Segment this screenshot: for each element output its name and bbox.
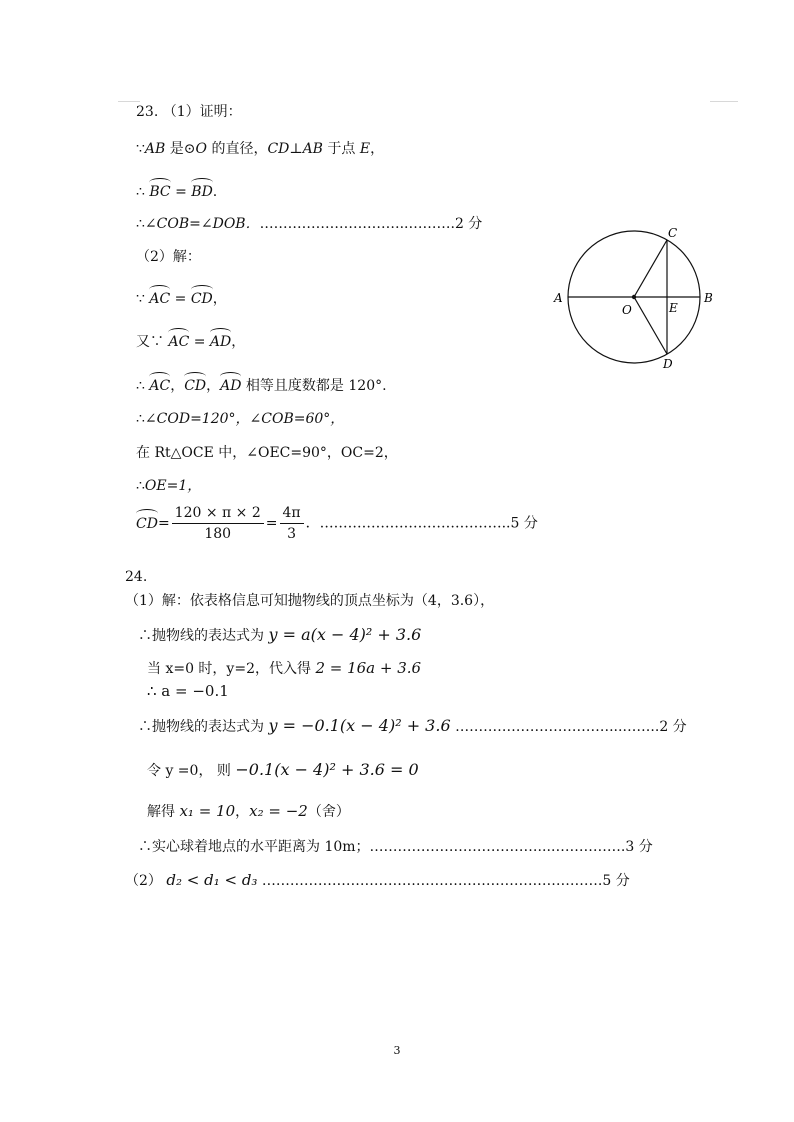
arc-ac: AC: [168, 330, 189, 351]
solution-x1: x₁ = 10: [179, 802, 236, 820]
arc-ac: AC: [149, 287, 170, 308]
q23-line-angles: [136, 215, 482, 233]
q23-part2-label: （2）解：: [136, 249, 201, 265]
arc-cd: CD: [136, 511, 158, 534]
punct: ，: [235, 804, 250, 820]
top-left-mark: [118, 101, 140, 102]
label-d: D: [663, 357, 673, 371]
segment-ab: AB: [144, 141, 166, 157]
score-5: ……………………………………………………………….5 分: [261, 873, 630, 889]
score-2: …………………………..……….2 分: [259, 216, 483, 232]
perp-symbol: ⊥: [289, 141, 303, 157]
segment-cd: CD: [267, 141, 290, 157]
text: 的直径，: [207, 141, 268, 157]
punct: ，: [370, 141, 385, 157]
q23-line-oe: [136, 477, 201, 495]
text: ∴抛物线的表达式为: [138, 719, 264, 735]
q23-line-cod-cob: [136, 410, 344, 428]
q23-header: [136, 103, 242, 121]
equals: =: [265, 515, 278, 532]
top-right-mark: [710, 101, 738, 102]
because-symbol: ∵: [150, 334, 164, 350]
q24-line-substitute: [147, 659, 421, 678]
q24-line-distance: [138, 838, 653, 856]
q23-line-arcs-ac-ad: [136, 330, 245, 351]
arc-bc: BC: [149, 180, 170, 201]
score-5: …………………………………..5 分: [319, 515, 538, 532]
q24-line-solutions: [147, 802, 350, 821]
fraction-result: [280, 503, 304, 544]
part-label: （2）: [125, 873, 162, 889]
rejected-note: （舍）: [307, 804, 350, 820]
punct: ，: [212, 291, 227, 307]
fraction-arc-formula: [172, 503, 264, 544]
because-symbol: ∵: [136, 291, 145, 307]
solution-x2: x₂ = −2: [249, 802, 308, 820]
numerator: 120 × π × 2: [172, 503, 264, 524]
q24-line-final-expression: [138, 716, 687, 737]
q24-number: 24.: [125, 569, 148, 585]
q24-line-expression: [138, 625, 421, 646]
point-o: O: [195, 141, 207, 157]
arc-ac: AC: [149, 374, 170, 395]
label-o: O: [622, 303, 632, 317]
formula-final: y = −0.1(x − 4)² + 3.6: [268, 716, 451, 735]
and-label: 又: [136, 334, 150, 350]
therefore-symbol: ∴: [136, 184, 145, 200]
q23-line-rt-triangle: 在 Rt△OCE 中，∠OEC=90°，OC=2，: [136, 445, 398, 461]
q23-line-equal-arcs: [136, 374, 387, 395]
q23-part1-label: （1）证明：: [162, 104, 242, 120]
arc-bd: BD: [191, 180, 213, 201]
q24-line-a-value: ∴ a = −0.1: [147, 682, 229, 700]
label-e: E: [669, 301, 678, 315]
punct: .: [212, 184, 218, 200]
punct: ，: [231, 334, 246, 350]
equals: =: [170, 291, 191, 307]
formula-inequality: d₂ < d₁ < d₃: [166, 871, 258, 889]
label-c: C: [668, 226, 678, 240]
text: 相等且度数都是 120°.: [241, 378, 387, 394]
center-dot: [632, 295, 636, 299]
arc-ad: AD: [210, 330, 231, 351]
q23-line-arcs-ac-cd: [136, 287, 227, 308]
therefore-symbol: ∴: [136, 378, 145, 394]
score-3: ………………………………...…………….3 分: [369, 839, 653, 855]
arc-ad: AD: [220, 374, 241, 395]
equals: =: [170, 184, 192, 200]
segment-ab: AB: [302, 141, 323, 157]
radius-oc: [634, 240, 667, 297]
text: 是⊙: [165, 141, 196, 157]
formula-substitution: 2 = 16a + 3.6: [315, 659, 422, 677]
q23-number: 23.: [136, 104, 159, 120]
q23-line-diameter: [136, 140, 384, 158]
circle-diagram: [548, 222, 728, 372]
formula-vertex-form: y = a(x − 4)² + 3.6: [268, 625, 422, 644]
formula-equation: −0.1(x − 4)² + 3.6 = 0: [235, 760, 419, 779]
because-symbol: ∵: [136, 141, 145, 157]
punct: ，: [170, 378, 185, 394]
oe-value: OE=1，: [144, 478, 202, 494]
therefore-symbol: ∴: [136, 478, 145, 494]
q23-line-arc-length: [136, 503, 538, 544]
q24-line-vertex: （1）解：依表格信息可知抛物线的顶点坐标为（4，3.6），: [125, 593, 495, 609]
radius-od: [634, 297, 667, 354]
denominator: 180: [204, 526, 232, 542]
q24-line-set-zero: [147, 760, 419, 781]
numerator: 4π: [280, 503, 304, 524]
punct: ，: [206, 378, 221, 394]
therefore-symbol: ∴: [136, 216, 145, 232]
angle-equation: ∠COB=∠DOB．: [144, 216, 260, 232]
equals: =: [157, 515, 170, 532]
label-a: A: [554, 291, 563, 305]
page-number: 3: [393, 1044, 401, 1057]
label-b: B: [704, 291, 713, 305]
text: 当 x=0 时，y=2，代入得: [147, 661, 311, 677]
text: ∴实心球着地点的水平距离为 10m；: [138, 839, 370, 855]
point-e: E: [359, 141, 371, 157]
angle-values: ∠COD=120°，∠COB=60°，: [144, 411, 345, 427]
text: 解得: [147, 804, 175, 820]
equals: =: [189, 334, 210, 350]
q24-line-part2: [125, 871, 630, 890]
punct: ．: [305, 515, 320, 532]
denominator: 3: [287, 526, 297, 542]
text: 于点: [322, 141, 360, 157]
text: 令 y =0， 则: [147, 763, 231, 779]
text: ∴抛物线的表达式为: [138, 628, 264, 644]
arc-cd: CD: [184, 374, 206, 395]
arc-cd: CD: [191, 287, 213, 308]
score-2: ……………………………...……..2 分: [455, 719, 687, 735]
q23-line-arcs-bc-bd: [136, 180, 217, 201]
therefore-symbol: ∴: [136, 411, 145, 427]
